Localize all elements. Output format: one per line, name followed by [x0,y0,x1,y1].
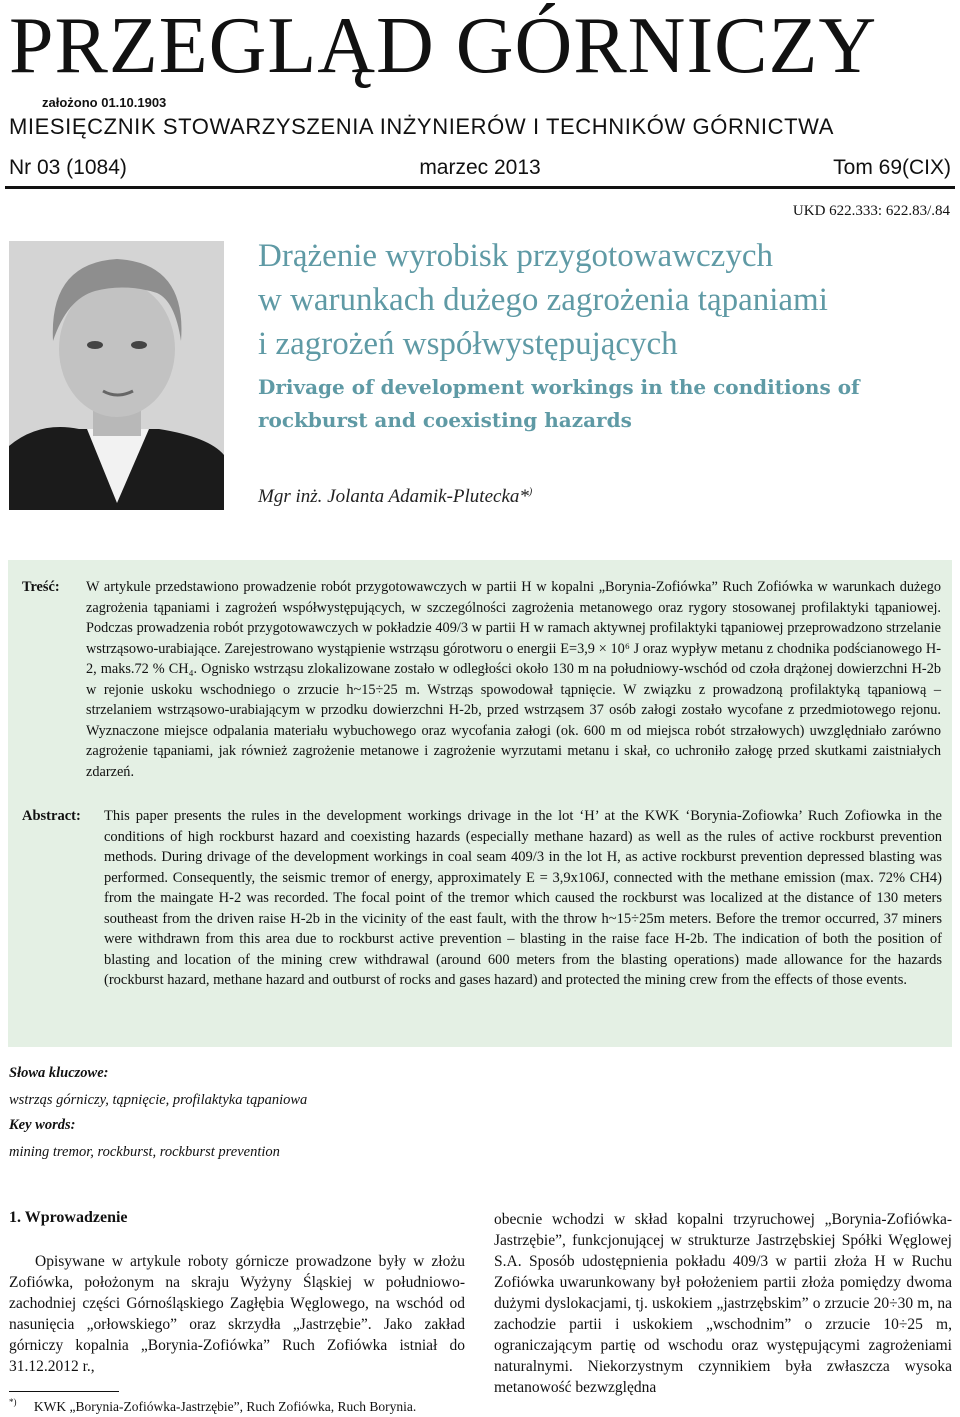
article-title-polish [258,234,958,366]
udk-code: UKD 622.333: 622.83/.84 [792,203,950,219]
summary-pl-label: Treść: [22,579,60,595]
keywords-pl-text: wstrząs górniczy, tąpnięcie, profilaktyka tąpaniowa [9,1092,308,1108]
title-pl-line: Drążenie wyrobisk przygotowawczych [258,238,773,274]
header-rule [5,186,955,189]
journal-masthead: PRZEGLĄD GÓRNICZY [9,2,878,90]
society-subtitle: MIESIĘCZNIK STOWARZYSZENIA INŻYNIERÓW I TECHNIKÓW GÓRNICTWA [9,114,834,139]
author-mark: ) [528,486,533,498]
author-photo [9,241,224,510]
intro-left-column: Opisywane w artykule roboty górnicze prowadzone były w złożu Zofiówka, położonym na skraju Wyżyny Śląskiej w południowo-zachodniej części Górnośląskiego Zagłębia Węglowego, na wschód od nasunięcia „orłowskiego” oraz skrzydła „Jastrzębie”. Jako zakład górniczy kopalnia „Borynia-Zofiówka” Ruch Zofiówka istniał do 31.12.2012 r., [9,1253,465,1375]
footnote-mark: *) [9,1397,17,1407]
summary-en-text: This paper presents the rules in the development workings drivage in the lot ‘H’ at the KWK ‘Borynia-Zofiowka’ Ruch Zofiowka in the conditions of high rockburst hazard and coexisting hazards (especially methane hazard) as well as the rules of active rockburst prevention methods. During drivage of the development workings in coal seam 409/3 in the lot H, as active rockburst prevention depressed blasting was performed. Consequently, the seismic tremor of energy, approximately E = 3,9x106J, connected with the methane emission (max. 72% CH4) from the maingate H-2 was recorded. The focal point of the tremor which caused the rockburst was localized at the distance of 130 meters southeast from the driven raise H-2b in the vicinity of the east fault, with the throw h~15÷25m meters. Before the tremor occurred, 37 miners were withdrawn from this area due to rockburst active prevention – blasting in the raise face H-2b. The indication of both the position of blasting and location of the mining crew withdrawal (around 600 meters from the blasting operations) made allowance for the hazards (rockburst hazard, methane hazard and outburst of rocks and gases hazard) and protected the mining crew from the effects of those events. [104,808,942,988]
volume-number: Tom 69(CIX) [833,156,951,179]
keywords-en-text: mining tremor, rockburst, rockburst prevention [9,1144,280,1160]
title-pl-line: i zagrożeń współwystępujących [258,326,678,362]
summary-en-label: Abstract: [22,808,81,824]
issue-number: Nr 03 (1084) [9,156,127,179]
issue-info-row [9,156,951,180]
issue-date: marzec 2013 [419,156,541,179]
footnote-rule [9,1391,119,1392]
keywords-pl-label: Słowa kluczowe: [9,1065,109,1081]
section-heading: 1. Wprowadzenie [9,1209,128,1226]
summary-pl-text: W artykule przedstawiono prowadzenie robót przygotowawczych w partii H w kopalni „Borynia-Zofiówka” Ruch Zofiówka w warunkach dużego zagrożenia tąpaniami i zagrożeń współwystępujących, w szczególności zagrożenia metanowego oraz rygory stosowanej profilaktyki tąpaniowej. Podczas prowadzenia robót przygotowawczych w pokładzie 409/3 w partii H w ramach aktywnej profilaktyki tąpaniowej przeprowadzono strzelanie wstrząsowo-urabiające. Zarejestrowano wystąpienie wstrząsu górotworu o energii E=3,9 × 10⁶ J oraz wypływ metanu z chodnika podścianowego H-2, maks.72 % CH₄. Ognisko wstrząsu zlokalizowane zostało w odległości około 130 m na południowy-wschód od czoła drążonej dowierzchni H-2b w rejonie uskoku wschodniego o zrzucie h~15÷25 m. Wstrząs spowodował tąpnięcie. W związku z prowadzoną profilaktyką tąpaniową – strzelaniem wstrząsowo-urabiającym w przodku dowierzchni H-2b, przed wstrząsem 37 osób załogi zostało wycofane z przedmiotowego rejonu. Wyznaczone miejsce odpalania materiału wybuchowego oraz wycofania załogi (ok. 600 m od miejsca robót strzałowych) uwzględniało zarówno zagrożenie tąpaniami, jak również zagrożenie metanowe i zagrożenie wyrzutami metanu i skał, co uchroniło załogę przed skutkami zaistniałych zdarzeń. [86,579,941,780]
author-title: Mgr inż. [258,486,323,507]
author-line [258,486,532,508]
author-name: Jolanta Adamik-Plutecka* [327,486,529,507]
footnote-text: KWK „Borynia-Zofiówka-Jastrzębie”, Ruch Zofiówka, Ruch Borynia. [33,1398,417,1414]
founded-date: założono 01.10.1903 [42,95,167,110]
abstract-box [8,560,952,1047]
title-en-line: Drivage of development workings in the conditions of [258,375,860,399]
title-en-line: rockburst and coexisting hazards [258,408,632,432]
article-title-english [258,371,958,437]
keywords-en-label: Key words: [9,1117,76,1133]
intro-right-column: obecnie wchodzi w skład kopalni trzyruchowej „Borynia-Zofiówka-Jastrzębie”, funkcjonującej w strukturze Jastrzębskiej Spółki Węglowej S.A. Sposób udostępnienia pokładu 409/3 w partii złoża H w Ruchu Zofiówka uwarunkowany był położeniem partii złoża pomiędzy dwoma dużymi dyslokacjami, tj. uskokiem „jastrzębskim” o zrzucie 20÷30 m, na zachodzie partii i uskokiem „wschodnim” o zrzucie 10÷25 m, ograniczającym partię od wschodu oraz występującymi zagrożeniami naturalnymi. Niekorzystnym czynnikiem była zwłaszcza wysoka metanowość bezwzględna [494,1211,952,1396]
footnote [9,1397,416,1415]
title-pl-line: w warunkach dużego zagrożenia tąpaniami [258,282,828,318]
